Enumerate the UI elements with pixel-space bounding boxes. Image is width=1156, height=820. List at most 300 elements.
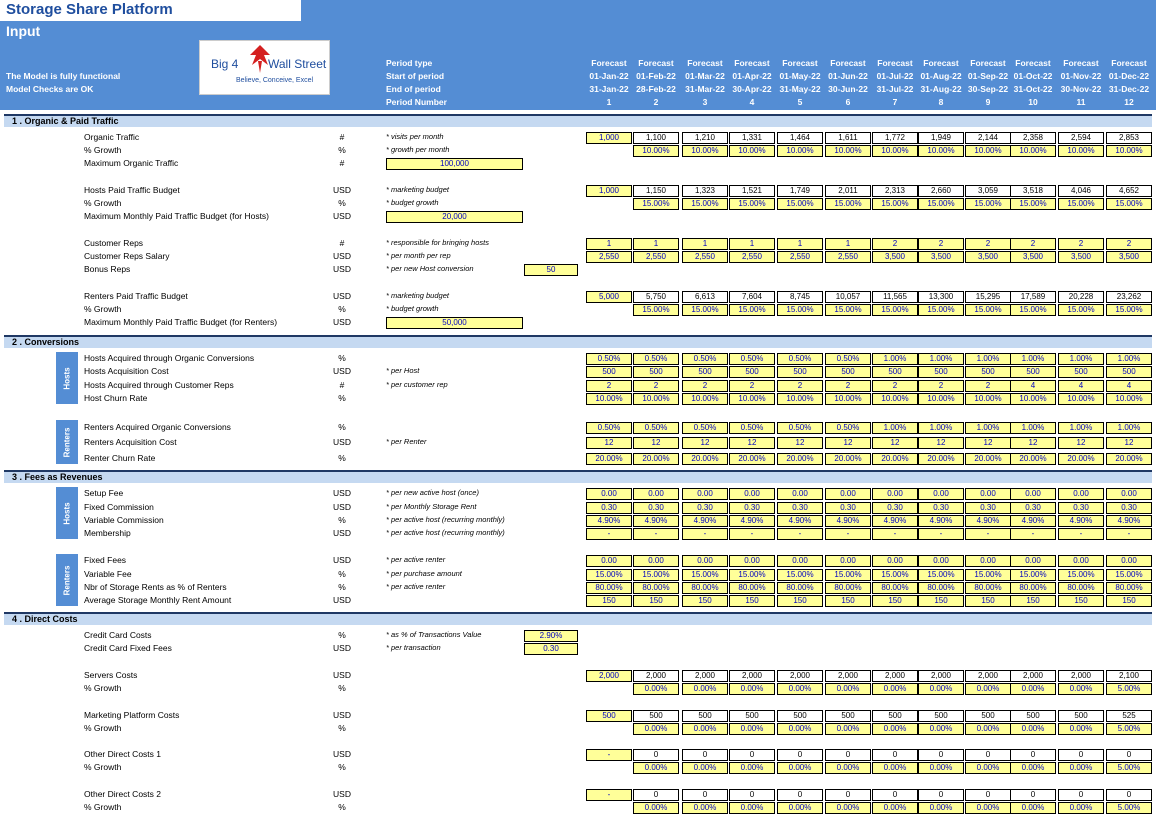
- data-cell[interactable]: 0: [633, 749, 679, 761]
- data-cell[interactable]: 10.00%: [872, 393, 918, 405]
- data-cell[interactable]: 20,228: [1058, 291, 1104, 303]
- data-cell[interactable]: 80.00%: [872, 582, 918, 594]
- data-cell[interactable]: 2,000: [1010, 670, 1056, 682]
- data-cell[interactable]: 20.00%: [1058, 453, 1104, 465]
- data-cell[interactable]: 500: [965, 710, 1011, 722]
- data-cell[interactable]: -: [729, 528, 775, 540]
- data-cell[interactable]: 2,011: [825, 185, 871, 197]
- data-cell[interactable]: -: [872, 528, 918, 540]
- data-cell[interactable]: 80.00%: [965, 582, 1011, 594]
- data-cell[interactable]: 500: [965, 366, 1011, 378]
- data-cell[interactable]: 0.50%: [586, 422, 632, 434]
- data-cell[interactable]: -: [965, 528, 1011, 540]
- data-cell[interactable]: 2: [825, 380, 871, 392]
- data-cell[interactable]: 15.00%: [1058, 569, 1104, 581]
- data-cell[interactable]: 2,550: [586, 251, 632, 263]
- data-cell[interactable]: 13,300: [918, 291, 964, 303]
- data-cell[interactable]: 0.00: [918, 555, 964, 567]
- data-cell[interactable]: 2,000: [1058, 670, 1104, 682]
- data-cell[interactable]: 15.00%: [965, 569, 1011, 581]
- data-cell[interactable]: 2,550: [729, 251, 775, 263]
- data-cell[interactable]: 0.00%: [872, 762, 918, 774]
- data-cell[interactable]: 2,144: [965, 132, 1011, 144]
- data-cell[interactable]: 2: [777, 380, 823, 392]
- data-cell[interactable]: 1,323: [682, 185, 728, 197]
- data-cell[interactable]: 0.00%: [777, 762, 823, 774]
- input-cell[interactable]: 2.90%: [524, 630, 578, 642]
- data-cell[interactable]: 0.50%: [633, 422, 679, 434]
- data-cell[interactable]: -: [633, 528, 679, 540]
- data-cell[interactable]: 10.00%: [633, 393, 679, 405]
- data-cell[interactable]: 1.00%: [1106, 422, 1152, 434]
- data-cell[interactable]: 0.00%: [872, 683, 918, 695]
- data-cell[interactable]: 1,772: [872, 132, 918, 144]
- data-cell[interactable]: 0.00%: [965, 802, 1011, 814]
- data-cell[interactable]: 0.00%: [682, 762, 728, 774]
- data-cell[interactable]: 0.00%: [918, 762, 964, 774]
- data-cell[interactable]: 0: [872, 789, 918, 801]
- data-cell[interactable]: 0.00%: [729, 723, 775, 735]
- data-cell[interactable]: 1,150: [633, 185, 679, 197]
- data-cell[interactable]: -: [682, 528, 728, 540]
- data-cell[interactable]: 1,331: [729, 132, 775, 144]
- input-cell[interactable]: 0.30: [524, 643, 578, 655]
- data-cell[interactable]: 2,358: [1010, 132, 1056, 144]
- data-cell[interactable]: 2: [872, 238, 918, 250]
- data-cell[interactable]: 15.00%: [825, 198, 871, 210]
- data-cell[interactable]: 0: [1010, 749, 1056, 761]
- data-cell[interactable]: 80.00%: [633, 582, 679, 594]
- data-cell[interactable]: 150: [965, 595, 1011, 607]
- data-cell[interactable]: 1,464: [777, 132, 823, 144]
- data-cell[interactable]: 1: [586, 238, 632, 250]
- data-cell[interactable]: 0.00%: [965, 723, 1011, 735]
- data-cell[interactable]: 500: [633, 366, 679, 378]
- data-cell[interactable]: 0.00: [729, 555, 775, 567]
- data-cell[interactable]: 3,500: [872, 251, 918, 263]
- data-cell[interactable]: 0.30: [682, 502, 728, 514]
- data-cell[interactable]: 0: [965, 749, 1011, 761]
- data-cell[interactable]: 0.00: [825, 555, 871, 567]
- data-cell[interactable]: 0.00: [965, 555, 1011, 567]
- data-cell[interactable]: 20.00%: [777, 453, 823, 465]
- data-cell[interactable]: 10.00%: [1058, 393, 1104, 405]
- data-cell[interactable]: 0.50%: [682, 422, 728, 434]
- data-cell[interactable]: 7,604: [729, 291, 775, 303]
- data-cell[interactable]: 150: [777, 595, 823, 607]
- data-cell[interactable]: 150: [633, 595, 679, 607]
- data-cell[interactable]: 20.00%: [965, 453, 1011, 465]
- data-cell[interactable]: 2,100: [1106, 670, 1152, 682]
- input-cell[interactable]: 100,000: [386, 158, 523, 170]
- data-cell[interactable]: 10.00%: [682, 393, 728, 405]
- data-cell[interactable]: 4.90%: [1058, 515, 1104, 527]
- data-cell[interactable]: 0.00: [1106, 555, 1152, 567]
- data-cell[interactable]: 20.00%: [1106, 453, 1152, 465]
- data-cell[interactable]: 1.00%: [965, 422, 1011, 434]
- data-cell[interactable]: -: [918, 528, 964, 540]
- data-cell[interactable]: 2,000: [872, 670, 918, 682]
- data-cell[interactable]: 5.00%: [1106, 802, 1152, 814]
- data-cell[interactable]: 0.00: [825, 488, 871, 500]
- data-cell[interactable]: 0.00: [872, 488, 918, 500]
- data-cell[interactable]: 1.00%: [1010, 422, 1056, 434]
- data-cell[interactable]: 20.00%: [872, 453, 918, 465]
- data-cell[interactable]: 0.30: [729, 502, 775, 514]
- data-cell[interactable]: 10.00%: [1010, 145, 1056, 157]
- data-cell[interactable]: 500: [1010, 710, 1056, 722]
- data-cell[interactable]: 15.00%: [1106, 569, 1152, 581]
- data-cell[interactable]: 0.00: [965, 488, 1011, 500]
- data-cell[interactable]: 2,000: [633, 670, 679, 682]
- data-cell[interactable]: 5.00%: [1106, 683, 1152, 695]
- data-cell[interactable]: 0.00%: [777, 802, 823, 814]
- data-cell[interactable]: 2: [965, 238, 1011, 250]
- data-cell[interactable]: 0.00: [729, 488, 775, 500]
- data-cell[interactable]: 0.00: [682, 555, 728, 567]
- data-cell[interactable]: 0.00: [918, 488, 964, 500]
- data-cell[interactable]: 500: [777, 710, 823, 722]
- data-cell[interactable]: 525: [1106, 710, 1152, 722]
- data-cell[interactable]: 10.00%: [1106, 393, 1152, 405]
- data-cell[interactable]: 2: [965, 380, 1011, 392]
- data-cell[interactable]: 4.90%: [918, 515, 964, 527]
- data-cell[interactable]: 4.90%: [729, 515, 775, 527]
- data-cell[interactable]: -: [825, 528, 871, 540]
- data-cell[interactable]: 0.00%: [918, 723, 964, 735]
- data-cell[interactable]: 10.00%: [633, 145, 679, 157]
- data-cell[interactable]: 500: [777, 366, 823, 378]
- data-cell[interactable]: 12: [729, 437, 775, 449]
- data-cell[interactable]: 4.90%: [1106, 515, 1152, 527]
- data-cell[interactable]: 2: [918, 238, 964, 250]
- data-cell[interactable]: 0.00%: [633, 723, 679, 735]
- data-cell[interactable]: 0.00%: [825, 802, 871, 814]
- data-cell[interactable]: 500: [1058, 710, 1104, 722]
- data-cell[interactable]: 500: [729, 366, 775, 378]
- data-cell[interactable]: 0: [729, 789, 775, 801]
- data-cell[interactable]: 10.00%: [777, 393, 823, 405]
- data-cell[interactable]: 15.00%: [729, 569, 775, 581]
- data-cell[interactable]: 0: [965, 789, 1011, 801]
- data-cell[interactable]: 6,613: [682, 291, 728, 303]
- data-cell[interactable]: 15.00%: [1010, 198, 1056, 210]
- data-cell[interactable]: 0: [682, 789, 728, 801]
- data-cell[interactable]: 0.50%: [729, 422, 775, 434]
- data-cell[interactable]: 0.00: [777, 488, 823, 500]
- data-cell[interactable]: 0.50%: [777, 353, 823, 365]
- data-cell[interactable]: 15.00%: [633, 569, 679, 581]
- data-cell[interactable]: 4: [1010, 380, 1056, 392]
- data-cell[interactable]: 1: [729, 238, 775, 250]
- data-cell[interactable]: 0.00%: [1010, 802, 1056, 814]
- data-cell[interactable]: 0.00%: [777, 683, 823, 695]
- data-cell[interactable]: 15.00%: [825, 569, 871, 581]
- data-cell[interactable]: 0.30: [1106, 502, 1152, 514]
- data-cell[interactable]: 3,500: [1010, 251, 1056, 263]
- data-cell[interactable]: 2,550: [825, 251, 871, 263]
- data-cell[interactable]: -: [1058, 528, 1104, 540]
- data-cell[interactable]: 0.00: [1106, 488, 1152, 500]
- data-cell[interactable]: 0: [633, 789, 679, 801]
- data-cell[interactable]: 4.90%: [872, 515, 918, 527]
- data-cell[interactable]: 1: [777, 238, 823, 250]
- data-cell[interactable]: 80.00%: [825, 582, 871, 594]
- data-cell[interactable]: 4,652: [1106, 185, 1152, 197]
- data-cell[interactable]: 1.00%: [872, 422, 918, 434]
- data-cell[interactable]: 0.50%: [633, 353, 679, 365]
- data-cell[interactable]: 5,750: [633, 291, 679, 303]
- data-cell[interactable]: 500: [586, 710, 632, 722]
- data-cell[interactable]: 5.00%: [1106, 762, 1152, 774]
- data-cell[interactable]: 0.00: [586, 488, 632, 500]
- data-cell[interactable]: 0.30: [586, 502, 632, 514]
- data-cell[interactable]: 0.00%: [825, 762, 871, 774]
- data-cell[interactable]: 500: [825, 366, 871, 378]
- data-cell[interactable]: 0.00%: [633, 683, 679, 695]
- data-cell[interactable]: 11,565: [872, 291, 918, 303]
- data-cell[interactable]: 80.00%: [1010, 582, 1056, 594]
- data-cell[interactable]: 150: [586, 595, 632, 607]
- data-cell[interactable]: 0: [1058, 749, 1104, 761]
- data-cell[interactable]: 4.90%: [586, 515, 632, 527]
- data-cell[interactable]: 17,589: [1010, 291, 1056, 303]
- data-cell[interactable]: 0.50%: [825, 422, 871, 434]
- data-cell[interactable]: 12: [586, 437, 632, 449]
- data-cell[interactable]: 0: [682, 749, 728, 761]
- data-cell[interactable]: 10.00%: [1106, 145, 1152, 157]
- data-cell[interactable]: 4.90%: [965, 515, 1011, 527]
- data-cell[interactable]: 1.00%: [872, 353, 918, 365]
- data-cell[interactable]: 0: [918, 789, 964, 801]
- data-cell[interactable]: 10.00%: [586, 393, 632, 405]
- data-cell[interactable]: 2,660: [918, 185, 964, 197]
- data-cell[interactable]: 0: [918, 749, 964, 761]
- data-cell[interactable]: 0: [1058, 789, 1104, 801]
- data-cell[interactable]: 1.00%: [965, 353, 1011, 365]
- data-cell[interactable]: 0: [825, 749, 871, 761]
- data-cell[interactable]: 15.00%: [965, 304, 1011, 316]
- data-cell[interactable]: 80.00%: [918, 582, 964, 594]
- data-cell[interactable]: 0.30: [872, 502, 918, 514]
- data-cell[interactable]: 0.00%: [633, 762, 679, 774]
- data-cell[interactable]: 1: [825, 238, 871, 250]
- data-cell[interactable]: 2: [1058, 238, 1104, 250]
- data-cell[interactable]: 0.50%: [682, 353, 728, 365]
- data-cell[interactable]: 0.00%: [1058, 762, 1104, 774]
- data-cell[interactable]: 15.00%: [1010, 569, 1056, 581]
- data-cell[interactable]: 3,518: [1010, 185, 1056, 197]
- data-cell[interactable]: 2: [1106, 238, 1152, 250]
- data-cell[interactable]: 0.30: [1010, 502, 1056, 514]
- data-cell[interactable]: 15.00%: [825, 304, 871, 316]
- data-cell[interactable]: 15.00%: [777, 304, 823, 316]
- data-cell[interactable]: 0.50%: [777, 422, 823, 434]
- data-cell[interactable]: 15,295: [965, 291, 1011, 303]
- data-cell[interactable]: 15.00%: [682, 304, 728, 316]
- data-cell[interactable]: 500: [872, 710, 918, 722]
- data-cell[interactable]: 10.00%: [965, 393, 1011, 405]
- data-cell[interactable]: 5,000: [586, 291, 632, 303]
- data-cell[interactable]: 2,853: [1106, 132, 1152, 144]
- data-cell[interactable]: 0.00%: [729, 683, 775, 695]
- data-cell[interactable]: 0.30: [825, 502, 871, 514]
- data-cell[interactable]: 15.00%: [633, 304, 679, 316]
- data-cell[interactable]: 0.00: [872, 555, 918, 567]
- data-cell[interactable]: 150: [1010, 595, 1056, 607]
- data-cell[interactable]: 20.00%: [1010, 453, 1056, 465]
- data-cell[interactable]: 500: [825, 710, 871, 722]
- data-cell[interactable]: 2: [682, 380, 728, 392]
- data-cell[interactable]: 12: [965, 437, 1011, 449]
- data-cell[interactable]: 0.30: [1058, 502, 1104, 514]
- data-cell[interactable]: 0: [729, 749, 775, 761]
- data-cell[interactable]: 2: [633, 380, 679, 392]
- data-cell[interactable]: 1,521: [729, 185, 775, 197]
- data-cell[interactable]: 4.90%: [825, 515, 871, 527]
- input-cell[interactable]: 50,000: [386, 317, 523, 329]
- data-cell[interactable]: 10.00%: [918, 145, 964, 157]
- data-cell[interactable]: 10.00%: [729, 393, 775, 405]
- data-cell[interactable]: 10.00%: [729, 145, 775, 157]
- data-cell[interactable]: 150: [1106, 595, 1152, 607]
- data-cell[interactable]: 2: [1010, 238, 1056, 250]
- data-cell[interactable]: 1.00%: [1058, 353, 1104, 365]
- data-cell[interactable]: -: [1106, 528, 1152, 540]
- data-cell[interactable]: 1,749: [777, 185, 823, 197]
- data-cell[interactable]: 2,550: [682, 251, 728, 263]
- data-cell[interactable]: 4,046: [1058, 185, 1104, 197]
- data-cell[interactable]: 0.00: [1010, 555, 1056, 567]
- data-cell[interactable]: 4.90%: [682, 515, 728, 527]
- data-cell[interactable]: 500: [1010, 366, 1056, 378]
- data-cell[interactable]: 15.00%: [872, 198, 918, 210]
- data-cell[interactable]: 3,059: [965, 185, 1011, 197]
- data-cell[interactable]: -: [586, 528, 632, 540]
- data-cell[interactable]: 2,000: [586, 670, 632, 682]
- data-cell[interactable]: 0.30: [633, 502, 679, 514]
- data-cell[interactable]: 10.00%: [918, 393, 964, 405]
- data-cell[interactable]: 2: [918, 380, 964, 392]
- data-cell[interactable]: 5.00%: [1106, 723, 1152, 735]
- data-cell[interactable]: 500: [682, 710, 728, 722]
- data-cell[interactable]: 0.50%: [729, 353, 775, 365]
- data-cell[interactable]: 12: [1106, 437, 1152, 449]
- data-cell[interactable]: 0.00%: [918, 802, 964, 814]
- data-cell[interactable]: 4: [1106, 380, 1152, 392]
- data-cell[interactable]: 500: [682, 366, 728, 378]
- data-cell[interactable]: 1,100: [633, 132, 679, 144]
- data-cell[interactable]: 0.00: [633, 488, 679, 500]
- data-cell[interactable]: 15.00%: [1106, 304, 1152, 316]
- data-cell[interactable]: 15.00%: [1010, 304, 1056, 316]
- data-cell[interactable]: 0.50%: [825, 353, 871, 365]
- data-cell[interactable]: 0: [777, 789, 823, 801]
- data-cell[interactable]: 1: [682, 238, 728, 250]
- data-cell[interactable]: 2,000: [777, 670, 823, 682]
- data-cell[interactable]: 20.00%: [825, 453, 871, 465]
- data-cell[interactable]: 12: [872, 437, 918, 449]
- data-cell[interactable]: 2,313: [872, 185, 918, 197]
- data-cell[interactable]: 2,000: [825, 670, 871, 682]
- data-cell[interactable]: 15.00%: [729, 304, 775, 316]
- data-cell[interactable]: 0.00%: [965, 683, 1011, 695]
- data-cell[interactable]: 80.00%: [1058, 582, 1104, 594]
- data-cell[interactable]: 80.00%: [1106, 582, 1152, 594]
- data-cell[interactable]: 0.50%: [586, 353, 632, 365]
- data-cell[interactable]: 1,000: [586, 185, 632, 197]
- data-cell[interactable]: 0.00: [586, 555, 632, 567]
- data-cell[interactable]: 0: [777, 749, 823, 761]
- data-cell[interactable]: 0.00%: [1058, 802, 1104, 814]
- data-cell[interactable]: 23,262: [1106, 291, 1152, 303]
- data-cell[interactable]: 1,949: [918, 132, 964, 144]
- data-cell[interactable]: 0.00%: [633, 802, 679, 814]
- data-cell[interactable]: 12: [633, 437, 679, 449]
- data-cell[interactable]: 0.00: [682, 488, 728, 500]
- data-cell[interactable]: 15.00%: [918, 304, 964, 316]
- data-cell[interactable]: 0.00%: [825, 683, 871, 695]
- data-cell[interactable]: 150: [729, 595, 775, 607]
- data-cell[interactable]: 500: [872, 366, 918, 378]
- data-cell[interactable]: 150: [682, 595, 728, 607]
- data-cell[interactable]: 0.30: [777, 502, 823, 514]
- data-cell[interactable]: 2: [872, 380, 918, 392]
- data-cell[interactable]: -: [586, 749, 632, 761]
- data-cell[interactable]: 1: [633, 238, 679, 250]
- data-cell[interactable]: 500: [1058, 366, 1104, 378]
- data-cell[interactable]: 10.00%: [825, 393, 871, 405]
- data-cell[interactable]: 15.00%: [682, 198, 728, 210]
- data-cell[interactable]: 15.00%: [586, 569, 632, 581]
- data-cell[interactable]: 2,000: [729, 670, 775, 682]
- data-cell[interactable]: -: [1010, 528, 1056, 540]
- data-cell[interactable]: 15.00%: [777, 569, 823, 581]
- data-cell[interactable]: 150: [1058, 595, 1104, 607]
- data-cell[interactable]: 0.00%: [1058, 723, 1104, 735]
- data-cell[interactable]: 3,500: [965, 251, 1011, 263]
- data-cell[interactable]: 15.00%: [1058, 304, 1104, 316]
- data-cell[interactable]: 15.00%: [965, 198, 1011, 210]
- data-cell[interactable]: 8,745: [777, 291, 823, 303]
- data-cell[interactable]: 3,500: [1058, 251, 1104, 263]
- input-cell[interactable]: 50: [524, 264, 578, 276]
- data-cell[interactable]: 0.00: [777, 555, 823, 567]
- data-cell[interactable]: 2,000: [682, 670, 728, 682]
- data-cell[interactable]: 0.00%: [777, 723, 823, 735]
- data-cell[interactable]: 15.00%: [918, 198, 964, 210]
- data-cell[interactable]: 12: [1010, 437, 1056, 449]
- data-cell[interactable]: 10.00%: [872, 145, 918, 157]
- data-cell[interactable]: 0.00%: [682, 723, 728, 735]
- data-cell[interactable]: 15.00%: [918, 569, 964, 581]
- data-cell[interactable]: 0.00%: [918, 683, 964, 695]
- data-cell[interactable]: 1.00%: [1058, 422, 1104, 434]
- data-cell[interactable]: 0.00%: [872, 802, 918, 814]
- data-cell[interactable]: 2,550: [633, 251, 679, 263]
- data-cell[interactable]: 80.00%: [586, 582, 632, 594]
- data-cell[interactable]: 0.00%: [729, 762, 775, 774]
- data-cell[interactable]: 0.00%: [682, 683, 728, 695]
- data-cell[interactable]: 2,000: [965, 670, 1011, 682]
- data-cell[interactable]: 0: [1106, 789, 1152, 801]
- data-cell[interactable]: 15.00%: [682, 569, 728, 581]
- data-cell[interactable]: 2,594: [1058, 132, 1104, 144]
- data-cell[interactable]: 15.00%: [872, 304, 918, 316]
- data-cell[interactable]: 150: [825, 595, 871, 607]
- data-cell[interactable]: 10.00%: [1010, 393, 1056, 405]
- data-cell[interactable]: 4.90%: [633, 515, 679, 527]
